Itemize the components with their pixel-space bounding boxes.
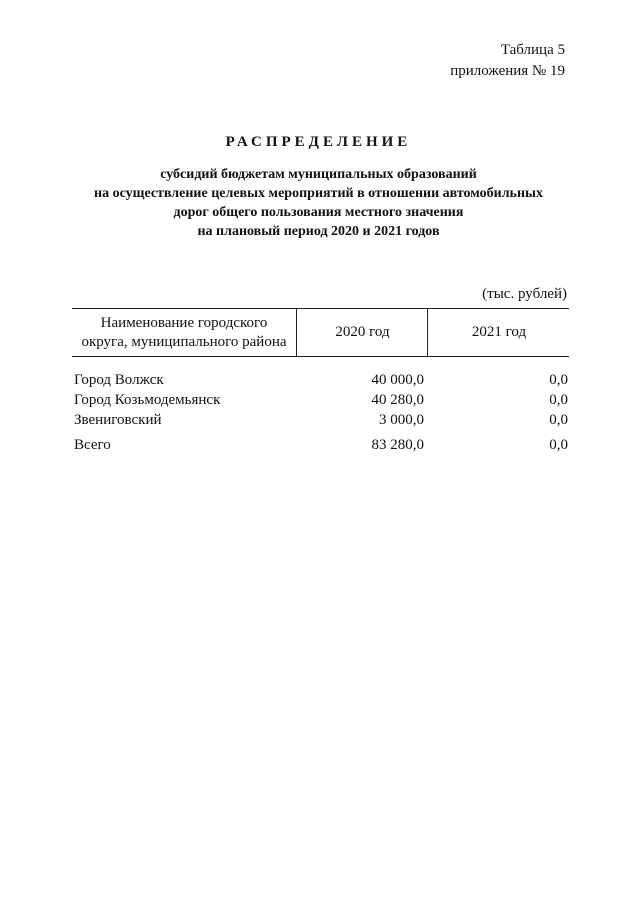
document-subtitle (60, 165, 577, 241)
row-name: Город Волжск (74, 372, 164, 388)
row-name: Город Козьмодемьянск (74, 392, 221, 408)
distribution-table (72, 308, 569, 455)
table-row (72, 410, 569, 430)
subtitle-line: субсидий бюджетам муниципальных образований (160, 167, 477, 182)
header-name-line: округа, муниципального района (81, 333, 287, 350)
appendix-number: приложения № 19 (450, 63, 565, 79)
total-value-2020: 83 280,0 (371, 437, 424, 453)
table-header (72, 308, 569, 357)
subtitle-line: на плановый период 2020 и 2021 годов (197, 224, 440, 239)
row-value-2021: 0,0 (549, 412, 568, 428)
subtitle-line: дорог общего пользования местного значения (173, 205, 464, 220)
units-label: (тыс. рублей) (482, 286, 567, 302)
subtitle-line: на осуществление целевых мероприятий в отношении автомобильных (94, 186, 543, 201)
document-title: РАСПРЕДЕЛЕНИЕ (225, 134, 412, 150)
header-name (72, 309, 296, 356)
table-total-row (72, 435, 569, 455)
table-row (72, 370, 569, 390)
table-number: Таблица 5 (500, 42, 565, 58)
header-name-line: Наименование городского (100, 314, 268, 331)
header-year-2020: 2020 год (296, 309, 428, 356)
header-year-2021: 2021 год (427, 309, 570, 356)
row-value-2020: 3 000,0 (379, 412, 424, 428)
table-reference (450, 40, 565, 82)
total-value-2021: 0,0 (549, 437, 568, 453)
row-value-2020: 40 280,0 (371, 392, 424, 408)
row-value-2020: 40 000,0 (371, 372, 424, 388)
row-name: Звениговский (74, 412, 162, 428)
row-value-2021: 0,0 (549, 372, 568, 388)
table-row (72, 390, 569, 410)
total-label: Всего (74, 437, 111, 453)
table-body (72, 370, 569, 455)
row-value-2021: 0,0 (549, 392, 568, 408)
